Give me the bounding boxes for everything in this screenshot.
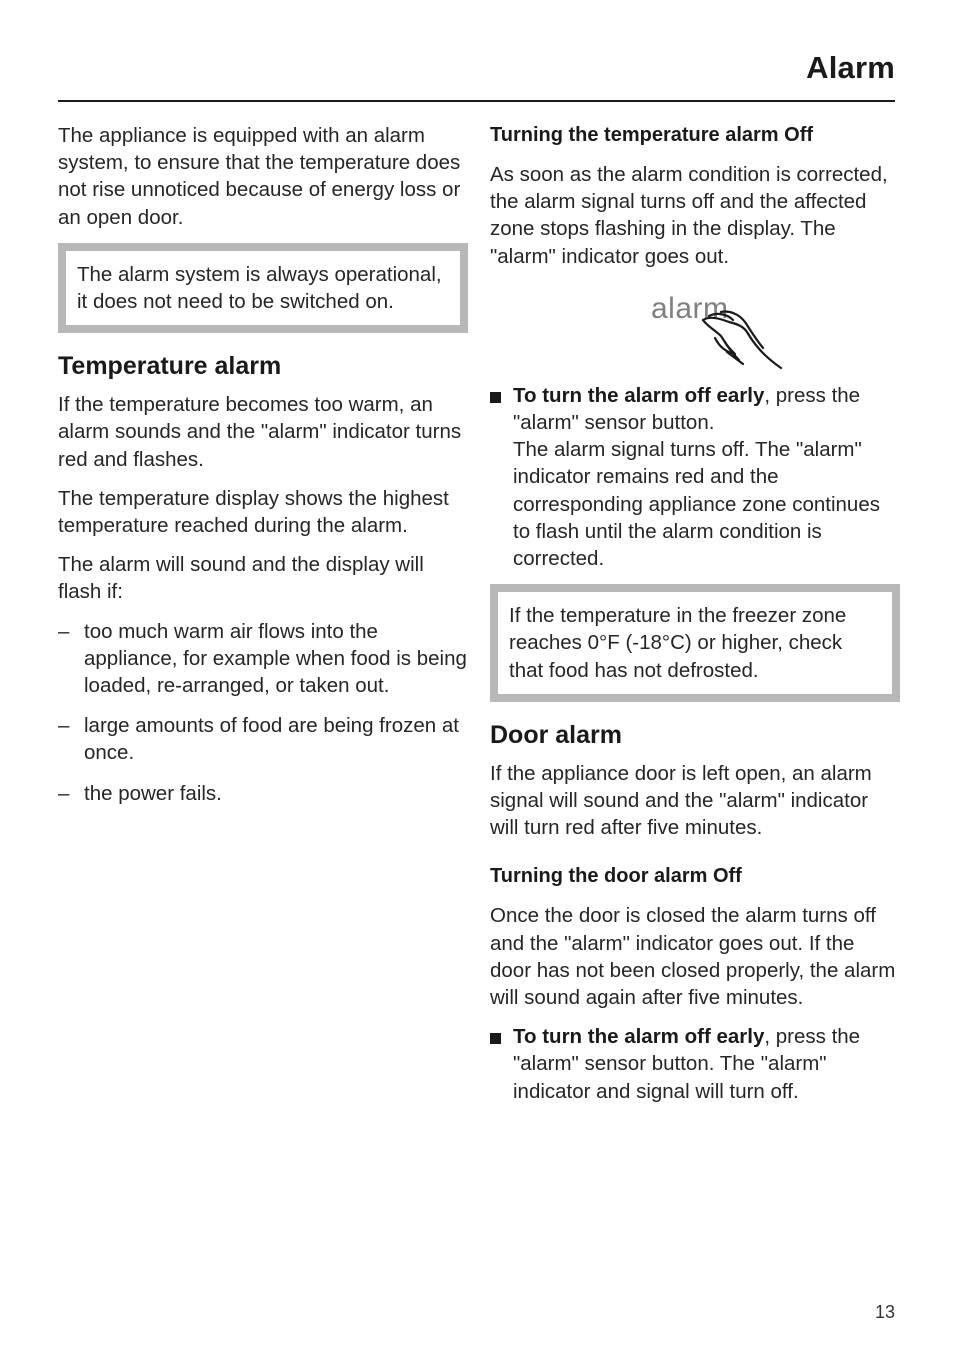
left-column [58, 122, 468, 820]
list-item-text: the power fails. [84, 781, 222, 805]
alarm-button-figure [490, 282, 900, 374]
list-item-text: large amounts of food are being frozen at once. [84, 714, 459, 765]
bullet-detail: The alarm signal turns off. The "alarm" indicator remains red and the corresponding appliance zone continues to flash until the alarm condition is corrected. [513, 438, 880, 571]
instruction-bullet [490, 382, 900, 572]
instruction-bullet [490, 1023, 900, 1105]
list-item [58, 712, 468, 766]
bullet-bold-text: To turn the alarm off early [513, 383, 765, 407]
right-column [490, 122, 900, 1117]
bullet-bold-text: To turn the alarm off early [513, 1025, 765, 1049]
alarm-sensor-label: alarm [651, 291, 729, 325]
dash-icon: – [58, 781, 70, 805]
page-number: 13 [874, 1302, 895, 1322]
dash-icon: – [58, 714, 70, 738]
intro-paragraph: The appliance is equipped with an alarm system, to ensure that the temperature does not rise unnoticed because of energy loss or an open door. [58, 124, 461, 229]
title-rule [58, 100, 895, 102]
bullet-text: , press the "alarm" sensor button. [513, 383, 861, 435]
hand-pressing-icon [685, 302, 795, 374]
subheading-door-alarm-off: Turning the door alarm Off [490, 865, 742, 888]
section-heading-door-alarm: Door alarm [490, 720, 622, 749]
dash-icon: – [58, 619, 70, 643]
list-item-text: too much warm air flows into the appliance, for example when food is being loaded, re-arranged, or taken out. [84, 619, 467, 698]
square-bullet-icon [490, 392, 501, 403]
paragraph: The temperature display shows the highest temperature reached during the alarm. [58, 486, 449, 538]
section-heading-temperature-alarm: Temperature alarm [58, 352, 282, 381]
condition-list [58, 618, 468, 807]
note-box: The alarm system is always operational, it does not need to be switched on. [58, 243, 468, 333]
paragraph: As soon as the alarm condition is corrected, the alarm signal turns off and the affected zone stops flashing in the display. The "alarm" indicator goes out. [490, 163, 888, 268]
square-bullet-icon [490, 1033, 501, 1044]
page-title: Alarm [806, 50, 895, 85]
subheading-temperature-alarm-off: Turning the temperature alarm Off [490, 124, 814, 146]
list-item [58, 618, 468, 700]
bullet-text: , press the "alarm" sensor button. The "alarm" indicator and signal will turn off. [513, 1025, 861, 1103]
paragraph: If the appliance door is left open, an alarm signal will sound and the "alarm" indicator will turn red after five minutes. [490, 761, 872, 840]
paragraph: Once the door is closed the alarm turns off and the "alarm" indicator goes out. If the door has not been closed properly, the alarm will sound again after five minutes. [490, 904, 896, 1010]
paragraph: If the temperature becomes too warm, an alarm sounds and the "alarm" indicator turns red and flashes. [58, 393, 462, 471]
paragraph: The alarm will sound and the display will flash if: [58, 553, 424, 604]
list-item [58, 780, 468, 807]
note-box: If the temperature in the freezer zone reaches 0°F (-18°C) or higher, check that food has not defrosted. [490, 584, 900, 702]
